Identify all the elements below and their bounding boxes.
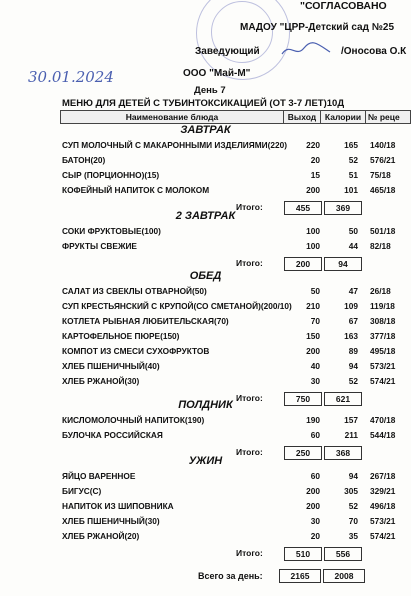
total-calories: 621 [324,392,362,406]
dish-name: БАТОН(20) [62,155,106,165]
total-calories: 368 [324,446,362,460]
grand-total-output: 2165 [279,569,321,583]
dish-recipe-number: 119/18 [370,301,395,311]
menu-row [0,471,411,484]
dish-name: ХЛЕБ РЖАНОЙ(20) [62,531,140,541]
dish-name: СЫР (ПОРЦИОННО)(15) [62,170,160,180]
dish-calories: 101 [344,185,358,195]
total-output: 250 [284,446,322,460]
total-output: 510 [284,547,322,561]
dish-recipe-number: 470/18 [370,415,396,425]
dish-name: КИСЛОМОЛОЧНЫЙ НАПИТОК(190) [62,415,205,425]
dish-name: БИГУС(С) [62,486,102,496]
dish-recipe-number: 75/18 [370,170,391,180]
dish-output: 200 [306,486,320,496]
dish-output: 150 [306,331,320,341]
dish-recipe-number: 377/18 [370,331,396,341]
dish-name: КОМПОТ ИЗ СМЕСИ СУХОФРУКТОВ [62,346,210,356]
dish-calories: 67 [348,316,358,326]
col-calories: Калории [321,111,366,124]
dish-name: НАПИТОК ИЗ ШИПОВНИКА [62,501,174,511]
dish-recipe-number: 576/21 [370,155,396,165]
dish-recipe-number: 573/21 [370,361,396,371]
dish-recipe-number: 574/21 [370,531,396,541]
menu-row [0,155,411,168]
dish-recipe-number: 574/21 [370,376,396,386]
col-output: Выход [284,111,321,124]
dish-calories: 47 [348,286,358,296]
total-calories: 556 [324,547,362,561]
dish-recipe-number: 329/21 [370,486,396,496]
dish-output: 30 [310,516,320,526]
total-label: Итого: [236,258,263,268]
menu-row [0,531,411,544]
dish-name: СУП КРЕСТЬЯНСКИЙ С КРУПОЙ(СО СМЕТАНОЙ)(200/10) [62,301,292,311]
dish-output: 100 [306,226,320,236]
total-label: Итого: [236,548,263,558]
dish-name: САЛАТ ИЗ СВЕКЛЫ ОТВАРНОЙ(50) [62,286,207,296]
menu-row [0,170,411,183]
dish-calories: 211 [344,430,358,440]
dish-output: 20 [310,531,320,541]
menu-row [0,226,411,239]
dish-output: 200 [306,185,320,195]
dish-calories: 89 [348,346,358,356]
total-output: 750 [284,392,322,406]
dish-recipe-number: 573/21 [370,516,396,526]
menu-row [0,346,411,359]
dish-calories: 305 [344,486,358,496]
menu-row [0,501,411,514]
dish-output: 220 [306,140,320,150]
signature-mark [280,40,332,60]
dish-output: 190 [306,415,320,425]
dish-recipe-number: 544/18 [370,430,396,440]
dish-name: КОФЕЙНЫЙ НАПИТОК С МОЛОКОМ [62,185,210,195]
total-calories: 369 [324,201,362,215]
dish-name: ЯЙЦО ВАРЕННОЕ [62,471,136,481]
section-title: УЖИН [188,455,223,467]
section-title: ПОЛДНИК [178,399,233,411]
grand-total-calories: 2008 [323,569,365,583]
dish-name: ХЛЕБ РЖАНОЙ(30) [62,376,140,386]
dish-output: 100 [306,241,320,251]
menu-row [0,286,411,299]
menu-row [0,486,411,499]
total-output: 200 [284,257,322,271]
dish-output: 50 [310,286,320,296]
menu-row [0,241,411,254]
dish-recipe-number: 465/18 [370,185,396,195]
dish-calories: 52 [348,376,358,386]
dish-output: 30 [310,376,320,386]
dish-recipe-number: 308/18 [370,316,396,326]
dish-output: 210 [306,301,320,311]
menu-row [0,376,411,389]
menu-row [0,415,411,428]
dish-calories: 70 [348,516,358,526]
dish-recipe-number: 267/18 [370,471,396,481]
dish-recipe-number: 495/18 [370,346,396,356]
head-name: /Оносова О.К [341,46,407,57]
dish-calories: 94 [348,471,358,481]
dish-name: СУП МОЛОЧНЫЙ С МАКАРОННЫМИ ИЗДЕЛИЯМИ(220) [62,140,287,150]
total-label: Итого: [236,202,263,212]
menu-row [0,430,411,443]
dish-calories: 94 [348,361,358,371]
section-title: ЗАВТРАК [180,124,231,136]
total-label: Итого: [236,393,263,403]
dish-calories: 157 [344,415,358,425]
dish-name: ХЛЕБ ПШЕНИЧНЫЙ(40) [62,361,160,371]
supplier-name: ООО "Май-М" [183,68,251,79]
dish-output: 70 [310,316,320,326]
dish-calories: 52 [348,155,358,165]
menu-row [0,516,411,529]
dish-name: КОТЛЕТА РЫБНАЯ ЛЮБИТЕЛЬСКАЯ(70) [62,316,229,326]
dish-calories: 165 [344,140,358,150]
dish-output: 40 [310,361,320,371]
total-output: 455 [284,201,322,215]
dish-output: 60 [310,430,320,440]
menu-title: МЕНЮ ДЛЯ ДЕТЕЙ С ТУБИНТОКСИКАЦИЕЙ (ОТ 3-7 ЛЕТ)10Д [62,98,345,109]
handwritten-date: 30.01.2024 [28,68,114,86]
dish-recipe-number: 26/18 [370,286,391,296]
dish-recipe-number: 496/18 [370,501,396,511]
dish-calories: 50 [348,226,358,236]
dish-output: 20 [310,155,320,165]
organization-name: МАДОУ "ЦРР-Детский сад №25 [240,22,395,33]
section-title: ОБЕД [189,270,222,282]
dish-recipe-number: 82/18 [370,241,391,251]
dish-recipe-number: 501/18 [370,226,396,236]
col-name: Наименование блюда [61,111,284,124]
dish-calories: 35 [348,531,358,541]
dish-name: ХЛЕБ ПШЕНИЧНЫЙ(30) [62,516,160,526]
dish-name: БУЛОЧКА РОССИЙСКАЯ [62,430,163,440]
head-label: Заведующий [195,46,260,57]
grand-total-label: Всего за день: [198,571,263,581]
menu-row [0,316,411,329]
total-label: Итого: [236,447,263,457]
day-label: День 7 [194,85,226,96]
dish-calories: 44 [348,241,358,251]
dish-output: 200 [306,501,320,511]
menu-row [0,331,411,344]
dish-output: 15 [310,170,320,180]
menu-row [0,185,411,198]
dish-output: 60 [310,471,320,481]
approved-label: "СОГЛАСОВАНО [300,0,387,12]
menu-row [0,301,411,314]
menu-row [0,361,411,374]
column-header [60,110,411,124]
menu-row [0,140,411,153]
dish-name: ФРУКТЫ СВЕЖИЕ [62,241,137,251]
total-calories: 94 [324,257,362,271]
dish-calories: 51 [348,170,358,180]
section-title: 2 ЗАВТРАК [175,210,236,222]
dish-calories: 52 [348,501,358,511]
dish-output: 200 [306,346,320,356]
dish-recipe-number: 140/18 [370,140,396,150]
dish-name: КАРТОФЕЛЬНОЕ ПЮРЕ(150) [62,331,180,341]
dish-name: СОКИ ФРУКТОВЫЕ(100) [62,226,161,236]
col-recipe: № реце [366,111,411,124]
dish-calories: 163 [344,331,358,341]
dish-calories: 109 [344,301,358,311]
